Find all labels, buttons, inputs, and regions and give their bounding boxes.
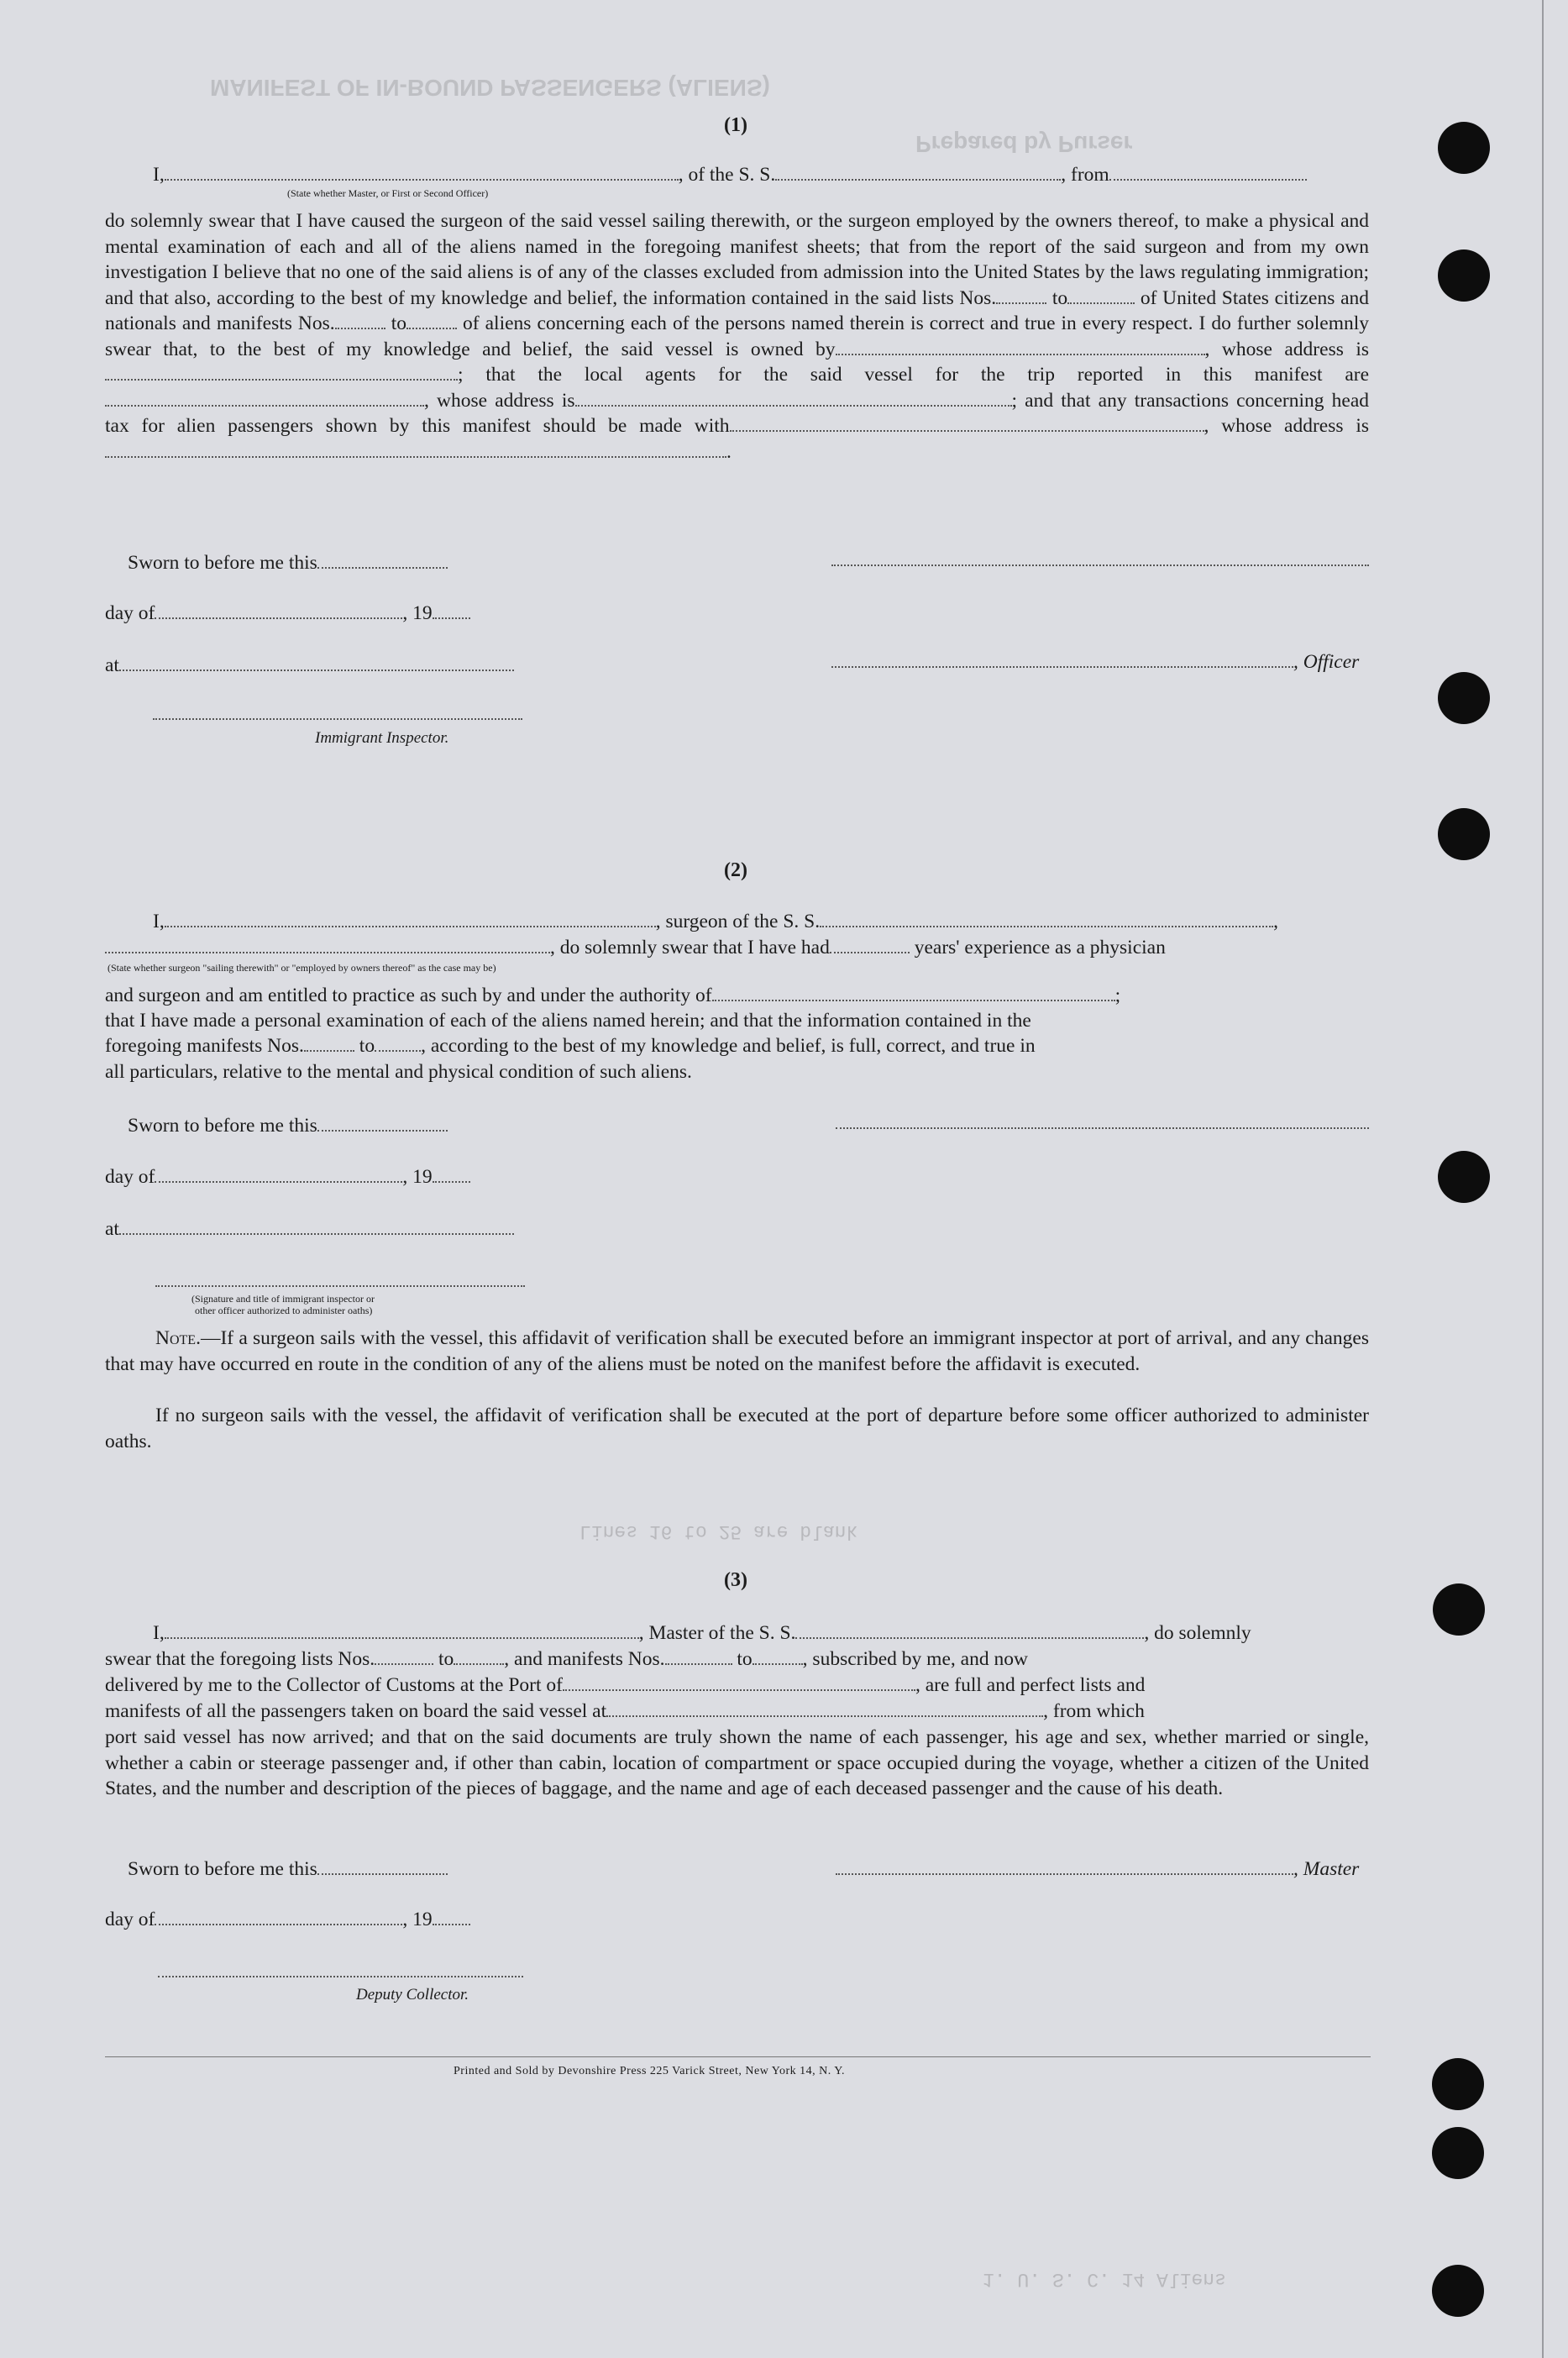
- punch-hole-icon: [1432, 2058, 1484, 2110]
- footer-rule: [105, 2056, 1371, 2057]
- section-1-at-line: at: [105, 653, 514, 679]
- punch-hole-icon: [1433, 1583, 1485, 1636]
- page-edge-line: [1542, 0, 1544, 2358]
- section-2-caption: (State whether surgeon "sailing therewith" or "employed by owners thereof" as the case may be): [108, 962, 496, 974]
- punch-hole-icon: [1438, 249, 1490, 302]
- section-2-sworn-line: Sworn to before me this: [128, 1113, 448, 1139]
- section-2-signature-caption-2: other officer authorized to administer oaths): [195, 1305, 373, 1316]
- section-2-particulars-line: all particulars, relative to the mental and physical condition of such aliens.: [105, 1061, 692, 1083]
- section-2-note-paragraph: Note.—If a surgeon sails with the vessel, this affidavit of verification shall be executed before an immigrant inspector at port of arrival, and any changes that may have occurred en route in the condition of any of the aliens must be noted on the manifest before the affidavit is executed.: [105, 1327, 1369, 1375]
- section-2-day-of-line: day of , 19: [105, 1164, 470, 1190]
- section-3-opening-line: I, , Master of the S. S. , do solemnly: [153, 1622, 1251, 1644]
- section-2-signature-caption-1: (Signature and title of immigrant inspector or: [191, 1293, 375, 1305]
- section-1-number: (1): [724, 114, 747, 136]
- bleed-through-title: MANIFEST OF IN-BOUND PASSENGERS (ALIENS): [210, 75, 770, 101]
- section-3-number: (3): [724, 1569, 747, 1591]
- bleed-through-prepared: Prepared by Purser: [915, 131, 1133, 157]
- section-2-foregoing-line: foregoing manifests Nos. to , according to the best of my knowledge and belief, is full, correct, and true in: [105, 1035, 1036, 1057]
- section-3-sworn-line: Sworn to before me this: [128, 1856, 448, 1883]
- printer-footer: Printed and Sold by Devonshire Press 225 Varick Street, New York 14, N. Y.: [454, 2065, 846, 2077]
- section-1-officer-signature-top-line: [831, 565, 1369, 566]
- punch-hole-icon: [1438, 672, 1490, 724]
- section-1-oath-paragraph: do solemnly swear that I have caused the surgeon of the said vessel sailing therewith, or the surgeon employed by the owners thereof, to make a physical and mental examination of each and all of the aliens named in the foregoing manifest sheets; that from the report of the said surgeon and from my own investigation I believe that no one of the said aliens is of any of the classes excluded from admission into the United States by the laws regulating immigration; and that also, according to the best of my knowledge and belief, the information contained in the said lists Nos. to of United States citizens and nationals and manifests Nos. to of aliens concerning each of the persons named therein is correct and true in every respect. I do further solemnly swear that, to the best of my knowledge and belief, the said vessel is owned by , whose address is; that the local agents for the said vessel for the trip reported in this manifest are, whose address is ; and that any transactions concerning head tax for alien passengers shown by this manifest should be made with , whose address is .: [105, 210, 1370, 463]
- section-2-examination-line: that I have made a personal examination of each of the aliens named herein; and that the information contained in the: [105, 1010, 1031, 1032]
- punch-hole-icon: [1438, 122, 1490, 174]
- section-1-inspector-signature-line: [153, 718, 522, 720]
- section-2-note-paragraph-2: If no surgeon sails with the vessel, the affidavit of verification shall be executed at the port of departure before some officer authorized to administer oaths.: [105, 1405, 1369, 1452]
- section-2-surgeon-signature-line: [836, 1127, 1369, 1129]
- section-1-sworn-line: Sworn to before me this: [128, 550, 448, 576]
- punch-hole-icon: [1432, 2127, 1484, 2179]
- punch-hole-icon: [1438, 808, 1490, 860]
- section-2-authority-line: and surgeon and am entitled to practice as such by and under the authority of ;: [105, 985, 1121, 1006]
- section-3-deputy-signature-line: [158, 1976, 523, 1977]
- section-3-day-of-line: day of , 19: [105, 1907, 470, 1933]
- section-1-opening-line: I, , of the S. S. , from: [153, 162, 1307, 188]
- punch-hole-icon: [1432, 2265, 1484, 2317]
- section-3-manifests-line: manifests of all the passengers taken on board the said vessel at , from which: [105, 1700, 1145, 1722]
- section-2-number: (2): [724, 859, 747, 881]
- section-3-deputy-title: Deputy Collector.: [356, 1986, 469, 2004]
- section-2-inspector-signature-line: [155, 1285, 525, 1287]
- section-2-second-line: , do solemnly swear that I have had years' experience as a physician: [105, 935, 1166, 961]
- section-3-delivered-line: delivered by me to the Collector of Customs at the Port of , are full and perfect lists and: [105, 1674, 1146, 1696]
- bleed-through-footer-stamp: 1. U. S. C. 14 Aliens: [983, 2268, 1226, 2290]
- section-1-day-of-line: day of , 19: [105, 601, 470, 627]
- section-1-officer-line: , Officer: [831, 649, 1359, 675]
- section-2-at-line: at: [105, 1216, 514, 1242]
- section-1-inspector-title: Immigrant Inspector.: [315, 729, 449, 747]
- punch-hole-icon: [1438, 1151, 1490, 1203]
- section-1-caption: (State whether Master, or First or Second Officer): [287, 187, 489, 199]
- section-3-oath-paragraph: port said vessel has now arrived; and that on the said documents are truly shown the name of each passenger, his age and sex, whether married or single, whether a cabin or steerage passenger and, if other than cabin, location of compartment or space occupied during the voyage, whether a citizen of the United States, and the number and description of the pieces of baggage, and the name and age of each deceased passenger and the cause of his death.: [105, 1726, 1369, 1799]
- section-3-master-line: , Master: [836, 1856, 1359, 1883]
- section-2-opening-line: I, , surgeon of the S. S. ,: [153, 911, 1278, 932]
- section-3-lists-line: swear that the foregoing lists Nos. to , and manifests Nos. to , subscribed by me, and now: [105, 1648, 1028, 1670]
- bleed-through-lines-blank: Lines 16 to 25 are blank: [579, 1520, 858, 1542]
